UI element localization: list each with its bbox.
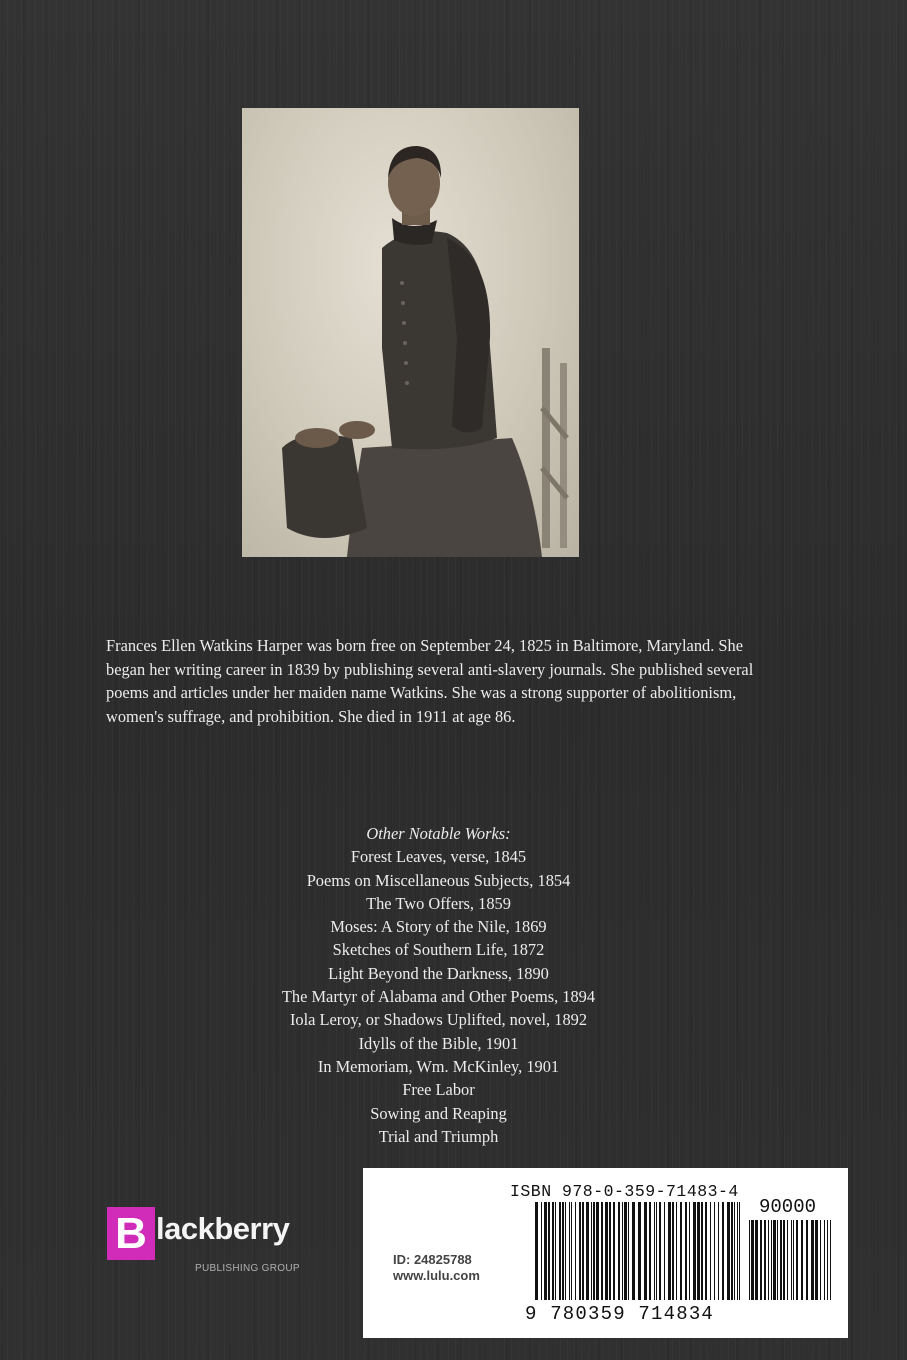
barcode-bar — [824, 1220, 825, 1300]
barcode-bar — [806, 1220, 808, 1300]
publisher-wordmark: lackberry — [156, 1211, 290, 1246]
barcode-bar — [638, 1202, 641, 1300]
barcode-bar — [680, 1202, 682, 1300]
barcode-bar — [793, 1220, 794, 1300]
barcode-bar — [593, 1202, 595, 1300]
barcode-bar — [609, 1202, 611, 1300]
barcode-bar — [654, 1202, 655, 1300]
barcode-bar — [656, 1202, 657, 1300]
author-biography: Frances Ellen Watkins Harper was born free on September 24, 1825 in Baltimore, Maryland. She began her writing career in 1839 by publishing several anti-slavery journals. She published several poems and articles under her maiden name Watkins. She was a strong supporter of abolitionism, women's suffrage, and prohibition. She died in 1911 at age 86. — [106, 636, 754, 726]
isbn-barcode-panel — [363, 1168, 848, 1338]
isbn-number: ISBN 978-0-359-71483-4 — [510, 1182, 739, 1201]
barcode-bar — [624, 1202, 627, 1300]
barcode-bar — [705, 1202, 707, 1300]
barcode-bar — [632, 1202, 635, 1300]
work-item: Trial and Triumph — [378, 1126, 499, 1146]
work-item: In Memoriam, Wm. McKinley, 1901 — [317, 1056, 560, 1076]
barcode-bar — [760, 1220, 762, 1300]
lulu-id-block — [393, 1252, 480, 1284]
notable-works-section — [200, 822, 677, 1148]
work-item: Sketches of Southern Life, 1872 — [332, 940, 545, 960]
barcode-bar — [751, 1220, 754, 1300]
price-addon-barcode — [749, 1220, 831, 1300]
barcode-bar — [628, 1202, 629, 1300]
barcode-bar — [693, 1202, 696, 1300]
work-item: The Two Offers, 1859 — [366, 893, 511, 913]
work-item: Forest Leaves, verse, 1845 — [350, 847, 527, 867]
barcode-bar — [796, 1220, 798, 1300]
barcode-bar — [559, 1202, 561, 1300]
work-item: Iola Leroy, or Shadows Uplifted, novel, 1892 — [289, 1010, 588, 1030]
barcode-bar — [755, 1220, 758, 1300]
barcode-bar — [601, 1202, 603, 1300]
barcode-bar — [535, 1202, 538, 1300]
author-portrait-photo — [242, 108, 579, 557]
barcode-bar — [830, 1220, 831, 1300]
barcode-bar — [685, 1202, 687, 1300]
barcode-bar — [644, 1202, 647, 1300]
work-item: Moses: A Story of the Nile, 1869 — [330, 917, 547, 937]
portrait-illustration — [242, 108, 579, 557]
barcode-bar — [773, 1220, 776, 1300]
barcode-bar — [689, 1202, 690, 1300]
notable-works-list — [200, 845, 677, 1148]
barcode-bar — [820, 1220, 821, 1300]
barcode-bar — [783, 1220, 785, 1300]
barcode-bar — [731, 1202, 733, 1300]
work-item: Sowing and Reaping — [370, 1103, 507, 1123]
barcode-bar — [571, 1202, 572, 1300]
barcode-bar — [548, 1202, 550, 1300]
barcode-bar — [664, 1202, 665, 1300]
barcode-bar — [552, 1202, 554, 1300]
barcode-bar — [541, 1202, 542, 1300]
barcode-bar — [676, 1202, 677, 1300]
barcode-bar — [791, 1220, 792, 1300]
barcode-bar — [591, 1202, 592, 1300]
lulu-url: www.lulu.com — [393, 1268, 480, 1283]
barcode-bar — [811, 1220, 814, 1300]
barcode-bar — [562, 1202, 564, 1300]
barcode-bar — [586, 1202, 589, 1300]
barcode-bar — [815, 1220, 818, 1300]
barcode-bar — [827, 1220, 828, 1300]
barcode-bar — [710, 1202, 711, 1300]
barcode-bar — [649, 1202, 651, 1300]
barcode-bar — [737, 1202, 738, 1300]
barcode-bar — [714, 1202, 715, 1300]
barcode-bar — [771, 1220, 772, 1300]
work-item: Idylls of the Bible, 1901 — [358, 1033, 519, 1053]
barcode-bar — [659, 1202, 661, 1300]
barcode-bar — [569, 1202, 570, 1300]
work-item: Free Labor — [402, 1080, 475, 1100]
barcode-bar — [749, 1220, 750, 1300]
price-code: 90000 — [759, 1196, 817, 1218]
barcode-bar — [672, 1202, 674, 1300]
barcode-bar — [764, 1220, 766, 1300]
barcode-bar — [618, 1202, 620, 1300]
barcode-bar — [768, 1220, 769, 1300]
barcode-bar — [596, 1202, 599, 1300]
work-item: Poems on Miscellaneous Subjects, 1854 — [306, 870, 571, 890]
barcode-bar — [801, 1220, 803, 1300]
lulu-id: ID: 24825788 — [393, 1252, 472, 1267]
barcode-bar — [622, 1202, 623, 1300]
notable-works-heading: Other Notable Works: — [366, 824, 511, 843]
barcode-bar — [605, 1202, 608, 1300]
barcode-bar — [582, 1202, 584, 1300]
publisher-logo-mark: B — [107, 1207, 155, 1260]
barcode-bar — [668, 1202, 671, 1300]
barcode-bar — [555, 1202, 556, 1300]
publisher-logo — [107, 1207, 322, 1277]
barcode-bar — [739, 1202, 740, 1300]
barcode-bar — [787, 1220, 788, 1300]
barcode-bar — [722, 1202, 724, 1300]
barcode-bar — [613, 1202, 615, 1300]
barcode-bar — [544, 1202, 547, 1300]
barcode-bar — [734, 1202, 735, 1300]
barcode-bar — [727, 1202, 730, 1300]
barcode-bar — [718, 1202, 719, 1300]
barcode-bar — [777, 1220, 778, 1300]
barcode-bar — [780, 1220, 782, 1300]
ean-barcode — [535, 1202, 740, 1300]
barcode-bar — [579, 1202, 581, 1300]
publisher-subtitle: PUBLISHING GROUP — [195, 1263, 300, 1274]
work-item: The Martyr of Alabama and Other Poems, 1894 — [281, 987, 596, 1007]
barcode-bar — [575, 1202, 576, 1300]
barcode-bar — [701, 1202, 703, 1300]
ean-digits: 9 780359 714834 — [525, 1303, 715, 1325]
barcode-bar — [697, 1202, 700, 1300]
barcode-bar — [565, 1202, 566, 1300]
work-item: Light Beyond the Darkness, 1890 — [328, 963, 549, 983]
